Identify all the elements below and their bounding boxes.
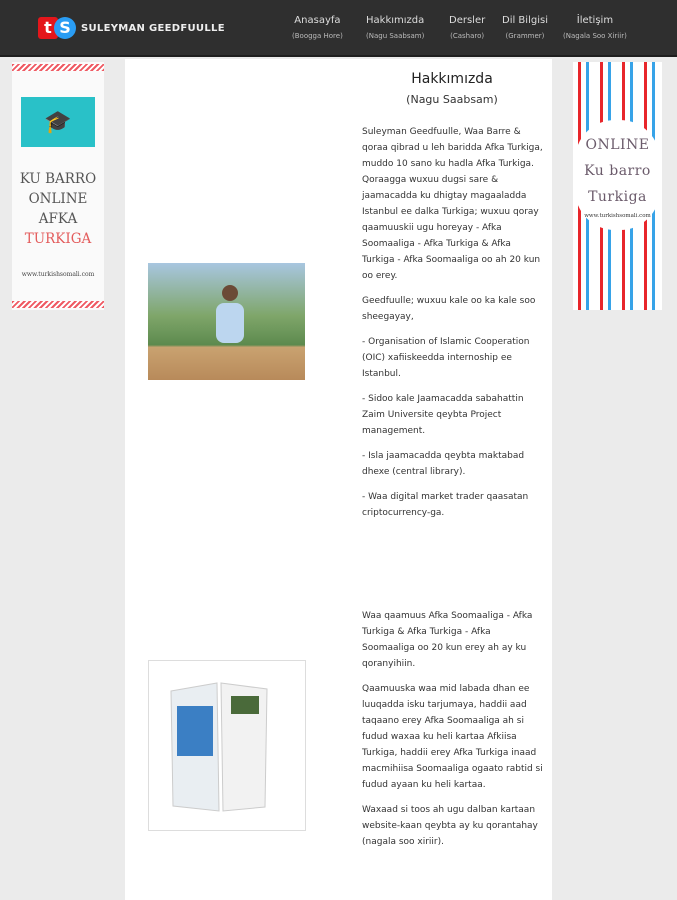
ad-url: www.turkishsomali.com — [21, 271, 95, 278]
stripe-divider — [12, 301, 104, 308]
nav-anasayfa[interactable] — [292, 15, 343, 40]
person-icon — [210, 281, 250, 361]
nav-label: Dil Bilgisi — [502, 15, 548, 26]
dictionary-book-image — [148, 660, 306, 831]
left-ad-banner[interactable] — [12, 62, 104, 310]
ad-line: AFKA — [38, 211, 78, 227]
ad-text — [12, 169, 104, 249]
nav-label: Dersler — [449, 15, 486, 26]
ad-oval — [575, 120, 660, 230]
book-icon — [149, 661, 305, 830]
ad-line: Turkiga — [588, 189, 647, 205]
site-logo[interactable] — [38, 17, 225, 39]
page-subtitle: (Nagu Saabsam) — [406, 93, 498, 106]
nav-label: İletişim — [576, 15, 614, 26]
ad-line: ONLINE — [585, 137, 650, 153]
paragraph: Geedfuulle; wuxuu kale oo ka kale soo sheegayay, — [362, 296, 536, 322]
ad-line: Ku barro — [584, 163, 651, 179]
ad-line: TURKIGA — [24, 231, 92, 247]
author-photo — [148, 263, 305, 380]
paragraph: Waxaad si toos ah ugu dalban kartaan website-kaan qeybta ay ku qorantahay (nagala soo xiriir). — [362, 805, 538, 847]
paragraph: Waa qaamuus Afka Soomaaliga - Afka Turkiga & Afka Turkiga - Afka Soomaaliga oo 20 kun erey ah ay ku qoranyihiin. — [362, 611, 533, 669]
stripe-divider — [12, 64, 104, 71]
paragraph: - Waa digital market trader qaasatan criptocurrency-ga. — [362, 492, 529, 518]
nav-sub: (Casharo) — [450, 32, 485, 40]
paragraph: Qaamuuska waa mid labada dhan ee luuqadda isku tarjumaya, haddii aad taqaano erey Afka Soomaaliga ah si fudud waxaa ku heli kartaa Afkiisa Turkiga, haddii erey Afka Turkiga inaad macmihiisa Soomaaliga ogaato rabtid si fudud ayaan ku heli kartaa. — [362, 684, 543, 790]
nav-sub: (Grammer) — [505, 32, 545, 40]
ad-line: KU BARRO — [19, 171, 97, 187]
nav-dil-bilgisi[interactable] — [502, 15, 548, 40]
paragraph: - Organisation of Islamic Cooperation (OIC) xafiiskeedda internoship ee Istanbul. — [362, 337, 530, 379]
dictionary-section — [362, 608, 544, 859]
page-title: Hakkımızda — [411, 71, 493, 87]
paragraph: - Isla jaamacadda qeybta maktabad dhexe (central library). — [362, 451, 525, 477]
ad-line: ONLINE — [28, 191, 88, 207]
nav-label: Hakkımızda — [366, 15, 425, 26]
about-section — [362, 124, 544, 530]
nav-sub: (Nagu Saabsam) — [366, 32, 425, 40]
ad-url: www.turkishsomali.com — [584, 213, 651, 219]
right-ad-banner[interactable] — [573, 62, 662, 310]
nav-hakkimizda[interactable] — [366, 15, 424, 40]
logo-s: S — [54, 17, 76, 39]
nav-dersler[interactable] — [449, 15, 485, 40]
nav-sub: (Nagala Soo Xiriir) — [563, 32, 627, 40]
logo-t: t — [38, 17, 58, 39]
nav-iletisim[interactable] — [563, 15, 627, 40]
nav-sub: (Boogga Hore) — [292, 32, 343, 40]
header — [0, 0, 677, 57]
paragraph: - Sidoo kale Jaamacadda sabahattin Zaim Universite qeybta Project management. — [362, 394, 524, 436]
nav-label: Anasayfa — [294, 15, 341, 26]
site-name: SULEYMAN GEEDFUULLE — [81, 22, 225, 34]
paragraph: Suleyman Geedfuulle, Waa Barre & qoraa qibrad u leh baridda Afka Turkiga, muddo 10 sano ku hadla Afka Turkiga. Qoraagga wuxuu dugsi sare & jaamacadda ku dhigtay magaaladda Istanbul ee dalka Turkiga; wuxuu qoray qaamuuskii ugu horeyay - Afka Soomaaliga - Afka Turkiga & Afka Turkiga - Afka Soomaaliga oo ah 20 kun oo erey. — [362, 127, 543, 281]
graduate-illustration-icon: 🎓 — [21, 97, 95, 147]
